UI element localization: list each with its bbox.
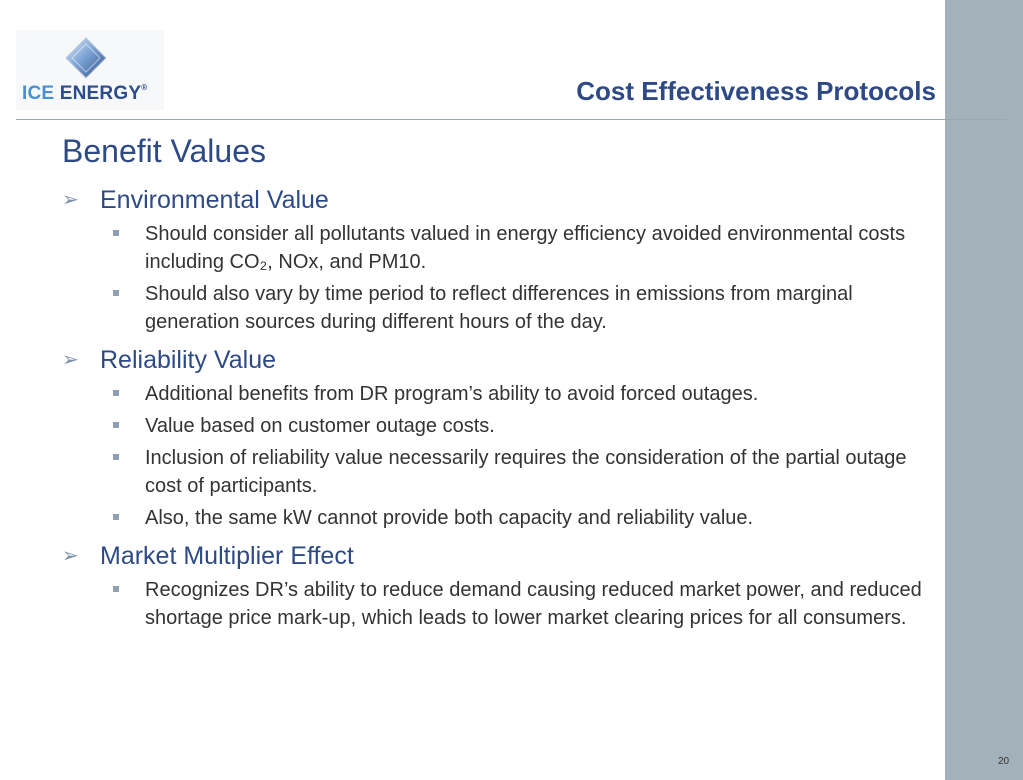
square-bullet-icon bbox=[113, 576, 145, 604]
side-bar bbox=[945, 0, 1023, 780]
bullet-item bbox=[113, 412, 922, 440]
square-bullet-icon bbox=[113, 412, 145, 440]
slide-body bbox=[62, 184, 922, 640]
square-bullet-icon bbox=[113, 280, 145, 308]
bullet-text: Should consider all pollutants valued in energy efficiency avoided environmental costs including CO₂, NOx, and PM10. bbox=[145, 223, 906, 273]
bullet-item bbox=[113, 504, 922, 532]
bullet-item bbox=[113, 220, 922, 276]
section-heading bbox=[62, 344, 922, 376]
logo-registered-mark: ® bbox=[141, 83, 148, 92]
arrow-bullet-icon: ➢ bbox=[62, 189, 79, 211]
header-divider bbox=[16, 119, 1007, 120]
logo-energy-text: ENERGY bbox=[59, 83, 142, 104]
section-label: Market Multiplier Effect bbox=[100, 542, 354, 570]
bullet-text: Additional benefits from DR program’s ability to avoid forced outages. bbox=[145, 383, 759, 405]
section-reliability-value bbox=[62, 344, 922, 532]
square-bullet-icon bbox=[113, 380, 145, 408]
bullet-item bbox=[113, 444, 922, 500]
section-heading bbox=[62, 540, 922, 572]
arrow-bullet-icon: ➢ bbox=[62, 349, 79, 371]
square-bullet-icon bbox=[113, 220, 145, 248]
section-label: Reliability Value bbox=[100, 346, 277, 374]
bullet-item bbox=[113, 576, 922, 632]
company-logo bbox=[16, 30, 164, 110]
slide-heading: Benefit Values bbox=[62, 133, 266, 169]
bullet-text: Recognizes DR’s ability to reduce demand causing reduced market power, and reduced shortage price mark-up, which leads to lower market clearing prices for all consumers. bbox=[145, 579, 922, 629]
bullet-item bbox=[113, 280, 922, 336]
slide-title: Cost Effectiveness Protocols bbox=[576, 76, 936, 106]
bullet-text: Value based on customer outage costs. bbox=[145, 415, 495, 437]
bullet-text: Also, the same kW cannot provide both capacity and reliability value. bbox=[145, 507, 754, 529]
bullet-text: Inclusion of reliability value necessarily requires the consideration of the partial outage cost of participants. bbox=[145, 447, 907, 497]
bullet-text: Should also vary by time period to reflect differences in emissions from marginal generation sources during different hours of the day. bbox=[145, 283, 853, 333]
bullet-item bbox=[113, 380, 922, 408]
arrow-bullet-icon: ➢ bbox=[62, 545, 79, 567]
square-bullet-icon bbox=[113, 444, 145, 472]
section-label: Environmental Value bbox=[100, 186, 329, 214]
page-number: 20 bbox=[998, 756, 1010, 767]
section-heading bbox=[62, 184, 922, 216]
logo-ice-text: ICE bbox=[22, 83, 55, 104]
section-market-multiplier-effect bbox=[62, 540, 922, 632]
diamond-logo-icon bbox=[64, 36, 108, 80]
square-bullet-icon bbox=[113, 504, 145, 532]
section-environmental-value bbox=[62, 184, 922, 336]
logo-wordmark bbox=[22, 83, 147, 105]
